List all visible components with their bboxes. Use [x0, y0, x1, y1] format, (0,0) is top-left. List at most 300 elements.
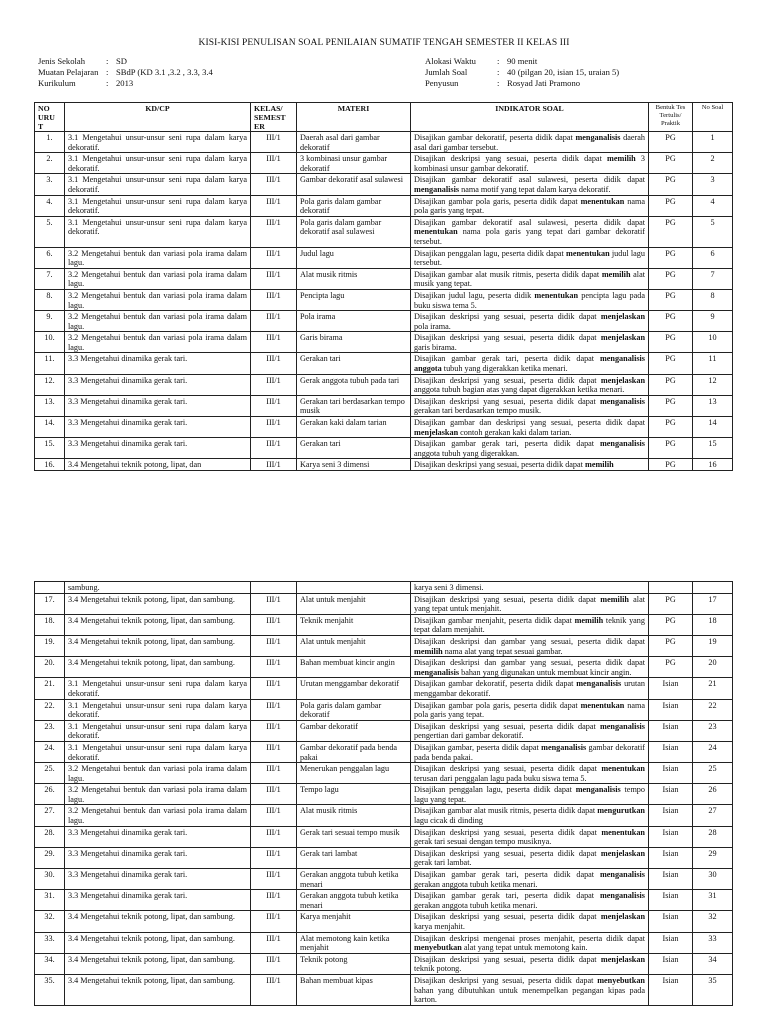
row-kd: 3.2 Mengetahui bentuk dan variasi pola irama dalam lagu. [65, 289, 251, 310]
row-question-number: 18 [693, 614, 733, 635]
row-test-type: PG [649, 657, 693, 678]
indicator-keyword: menganalisis [599, 721, 645, 731]
row-number: 32. [35, 911, 65, 932]
indicator-text: Disajikan penggalan lagu, peserta didik dapat [414, 248, 567, 258]
indicator-keyword: menentukan [580, 700, 625, 710]
row-question-number: 26 [693, 784, 733, 805]
row-class: III/1 [251, 911, 297, 932]
row-kd: 3.4 Mengetahui teknik potong, lipat, dan sambung. [65, 974, 251, 1005]
row-indicator [411, 720, 649, 741]
row-test-type: PG [649, 332, 693, 353]
indicator-text-end: nama pola garis yang tepat. [414, 196, 646, 216]
row-number: 4. [35, 195, 65, 216]
table-row [35, 311, 733, 332]
row-question-number: 20 [693, 657, 733, 678]
row-question-number: 6 [693, 247, 733, 268]
table-row [35, 216, 733, 247]
row-test-type: Isian [649, 763, 693, 784]
info-author: Penyusun : Rosyad Jati Pramono [425, 78, 581, 88]
row-class: III/1 [251, 741, 297, 762]
row-kd: 3.4 Mengetahui teknik potong, lipat, dan sambung. [65, 911, 251, 932]
row-kd: 3.4 Mengetahui teknik potong, lipat, dan sambung. [65, 657, 251, 678]
indicator-text-end: alat yang tepat untuk menjahit. [414, 594, 645, 614]
indicator-text: Disajikan deskripsi yang sesuai, peserta didik dapat [414, 975, 598, 985]
indicator-text-end: nama pola garis yang tepat. [414, 700, 646, 720]
indicator-keyword: menganalisis [599, 396, 645, 406]
row-test-type: Isian [649, 805, 693, 826]
indicator-keyword: menentukan [566, 248, 610, 258]
row-question-number: 16 [693, 459, 733, 471]
indicator-text-end: pengertian dari gambar dekoratif. [414, 731, 524, 741]
indicator-text: Disajikan gambar gerak tari, peserta didik dapat [414, 891, 600, 901]
indicator-text-end: karya menjahit. [414, 922, 465, 931]
row-number: 11. [35, 353, 65, 374]
row-number: 19. [35, 635, 65, 656]
indicator-keyword: menganalisis [599, 439, 645, 449]
info-time: Alokasi Waktu : 90 menit [425, 56, 538, 66]
row-class: III/1 [251, 216, 297, 247]
table-row [35, 332, 733, 353]
row-class: III/1 [251, 805, 297, 826]
row-class: III/1 [251, 678, 297, 699]
table-row [35, 247, 733, 268]
indicator-text-end: lagu cicak di dinding [414, 816, 483, 826]
row-number: 13. [35, 395, 65, 416]
row-kd: 3.4 Mengetahui teknik potong, lipat, dan sambung. [65, 614, 251, 635]
row-indicator [411, 763, 649, 784]
row-question-number: 32 [693, 911, 733, 932]
row-material: Pola irama [297, 311, 411, 332]
row-indicator [411, 974, 649, 1005]
row-kd: 3.1 Mengetahui unsur-unsur seni rupa dalam karya dekoratif. [65, 153, 251, 174]
indicator-text: Disajikan deskripsi yang sesuai, peserta didik dapat [414, 396, 600, 406]
table-row [35, 911, 733, 932]
row-indicator [411, 678, 649, 699]
row-question-number: 27 [693, 805, 733, 826]
table-row [35, 678, 733, 699]
row-test-type: PG [649, 216, 693, 247]
row-number: 1. [35, 132, 65, 153]
indicator-text-end: nama motif yang tepat dalam karya dekoratif. [459, 184, 611, 194]
row-class: III/1 [251, 699, 297, 720]
row-indicator [411, 657, 649, 678]
row-kd: 3.1 Mengetahui unsur-unsur seni rupa dalam karya dekoratif. [65, 678, 251, 699]
row-question-number: 4 [693, 195, 733, 216]
row-indicator [411, 741, 649, 762]
indicator-text: Disajikan deskripsi yang sesuai, peserta didik dapat [414, 764, 602, 774]
row-question-number: 9 [693, 311, 733, 332]
indicator-keyword: memilih [607, 154, 636, 164]
row-number: 34. [35, 953, 65, 974]
indicator-text: Disajikan deskripsi dan gambar yang sesuai, peserta didik dapat [414, 636, 645, 646]
table-row [35, 153, 733, 174]
indicator-text-end: alat yang tepat untuk memotong kain. [461, 943, 588, 953]
row-test-type: Isian [649, 932, 693, 953]
continuation-row [35, 582, 733, 594]
indicator-keyword: menjelaskan [600, 912, 645, 922]
row-question-number: 15 [693, 438, 733, 459]
indicator-keyword: menentukan [580, 196, 625, 206]
indicator-keyword: menganalisis anggota [414, 354, 645, 374]
row-question-number: 24 [693, 741, 733, 762]
table-row [35, 869, 733, 890]
indicator-text: Disajikan deskripsi yang sesuai, peserta didik dapat [414, 312, 601, 322]
row-class: III/1 [251, 417, 297, 438]
row-test-type: Isian [649, 869, 693, 890]
indicator-text: Disajikan deskripsi yang sesuai, peserta didik dapat [414, 721, 600, 731]
row-number: 35. [35, 974, 65, 1005]
indicator-text-end: pencipta lagu pada buku siswa tema 5. [414, 290, 645, 310]
row-material: Gerakan tari berdasarkan tempo musik [297, 395, 411, 416]
indicator-keyword: menganalisis [599, 870, 645, 880]
indicator-text: Disajikan deskripsi yang sesuai, peserta didik dapat [414, 333, 601, 343]
row-class: III/1 [251, 153, 297, 174]
row-number: 28. [35, 826, 65, 847]
indicator-keyword: menjelaskan [600, 312, 645, 322]
table-row [35, 593, 733, 614]
row-material: Pencipta lagu [297, 289, 411, 310]
row-kd: 3.3 Mengetahui dinamika gerak tari. [65, 353, 251, 374]
row-material: Gerakan kaki dalam tarian [297, 417, 411, 438]
info-question-count: Jumlah Soal : 40 (pilgan 20, isian 15, uraian 5) [425, 67, 620, 77]
row-class: III/1 [251, 395, 297, 416]
row-kd: 3.1 Mengetahui unsur-unsur seni rupa dalam karya dekoratif. [65, 741, 251, 762]
row-test-type: PG [649, 353, 693, 374]
row-test-type: PG [649, 459, 693, 471]
row-material: Gambar dekoratif asal sulawesi [297, 174, 411, 195]
table-row [35, 657, 733, 678]
header-no-urut: NO URU T [35, 103, 65, 132]
indicator-text: Disajikan gambar alat musik ritmis, peserta didik dapat [414, 269, 602, 279]
info-subject: Muatan Pelajaran : SBdP (KD 3.1 ,3.2 , 3.3, 3.4 [38, 67, 213, 77]
row-class: III/1 [251, 953, 297, 974]
row-test-type: Isian [649, 847, 693, 868]
row-test-type: Isian [649, 911, 693, 932]
continuation-indicator: karya seni 3 dimensi. [411, 582, 649, 594]
row-kd: 3.4 Mengetahui teknik potong, lipat, dan sambung. [65, 932, 251, 953]
row-indicator [411, 459, 649, 471]
indicator-text-end: teknik yang tepat dalam menjahit. [414, 615, 645, 635]
indicator-text-end: gerak tari lambat. [414, 858, 472, 868]
row-material: Teknik menjahit [297, 614, 411, 635]
table-row [35, 741, 733, 762]
row-number: 2. [35, 153, 65, 174]
indicator-text-end: bahan yang digunakan untuk membuat kincir angin. [459, 667, 632, 677]
row-class: III/1 [251, 932, 297, 953]
row-number: 29. [35, 847, 65, 868]
row-question-number: 8 [693, 289, 733, 310]
row-indicator [411, 593, 649, 614]
row-test-type: PG [649, 268, 693, 289]
school-info [38, 56, 213, 89]
row-test-type: Isian [649, 784, 693, 805]
row-number: 5. [35, 216, 65, 247]
row-test-type: Isian [649, 974, 693, 1005]
indicator-text: Disajikan gambar dekoratif asal sulawesi, peserta didik dapat [414, 175, 645, 185]
table-row [35, 459, 733, 471]
row-indicator [411, 132, 649, 153]
row-number: 9. [35, 311, 65, 332]
table-header-row [35, 103, 733, 132]
table-row [35, 289, 733, 310]
row-indicator [411, 174, 649, 195]
table-row [35, 395, 733, 416]
row-class: III/1 [251, 847, 297, 868]
indicator-text: Disajikan deskripsi yang sesuai, peserta didik dapat [414, 375, 601, 385]
indicator-text: Disajikan gambar dekoratif asal sulawesi, peserta didik dapat [414, 217, 645, 227]
row-indicator [411, 289, 649, 310]
row-number: 25. [35, 763, 65, 784]
row-question-number: 14 [693, 417, 733, 438]
indicator-text: Disajikan deskripsi yang sesuai, peserta didik dapat [414, 954, 601, 964]
indicator-text-end: gerakan anggota tubuh ketika menari. [414, 900, 538, 910]
table-row [35, 805, 733, 826]
row-question-number: 21 [693, 678, 733, 699]
indicator-text-end: pola irama. [414, 321, 451, 331]
table-row [35, 953, 733, 974]
indicator-keyword: memilih [601, 269, 631, 279]
row-class: III/1 [251, 763, 297, 784]
document-title: KISI-KISI PENULISAN SOAL PENILAIAN SUMATIF TENGAH SEMESTER II KELAS III [198, 38, 570, 48]
indicator-text-end: gerakan anggota tubuh ketika menari. [414, 879, 538, 889]
row-material: Alat musik ritmis [297, 805, 411, 826]
row-question-number: 34 [693, 953, 733, 974]
row-question-number: 25 [693, 763, 733, 784]
info-school-type: Jenis Sekolah : SD [38, 56, 127, 66]
row-material: Teknik potong [297, 953, 411, 974]
row-material: Tempo lagu [297, 784, 411, 805]
row-kd: 3.3 Mengetahui dinamika gerak tari. [65, 826, 251, 847]
header-materi: MATERI [297, 103, 411, 132]
indicator-text-end: daerah asal dari gambar tersebut. [414, 133, 645, 152]
indicator-text: Disajikan gambar pola garis, peserta didik dapat [414, 196, 581, 206]
indicator-text: Disajikan deskripsi yang sesuai, peserta didik dapat [414, 912, 601, 922]
row-material: Alat musik ritmis [297, 268, 411, 289]
row-indicator [411, 869, 649, 890]
row-kd: 3.2 Mengetahui bentuk dan variasi pola irama dalam lagu. [65, 247, 251, 268]
row-test-type: PG [649, 593, 693, 614]
row-kd: 3.4 Mengetahui teknik potong, lipat, dan [65, 459, 251, 471]
row-material: Pola garis dalam gambar dekoratif [297, 195, 411, 216]
row-indicator [411, 153, 649, 174]
row-kd: 3.3 Mengetahui dinamika gerak tari. [65, 395, 251, 416]
row-number: 20. [35, 657, 65, 678]
indicator-text: Disajikan gambar gerak tari, peserta didik dapat [414, 439, 600, 449]
row-class: III/1 [251, 869, 297, 890]
row-kd: 3.1 Mengetahui unsur-unsur seni rupa dalam karya dekoratif. [65, 699, 251, 720]
indicator-keyword: menganalisis [414, 667, 460, 677]
row-class: III/1 [251, 247, 297, 268]
header-kdcp: KD/CP [65, 103, 251, 132]
row-question-number: 31 [693, 890, 733, 911]
row-indicator [411, 247, 649, 268]
row-question-number: 28 [693, 826, 733, 847]
row-kd: 3.3 Mengetahui dinamika gerak tari. [65, 438, 251, 459]
row-kd: 3.2 Mengetahui bentuk dan variasi pola irama dalam lagu. [65, 268, 251, 289]
row-indicator [411, 932, 649, 953]
row-test-type: Isian [649, 890, 693, 911]
row-material: Gerak anggota tubuh pada tari [297, 374, 411, 395]
indicator-text: Disajikan deskripsi yang sesuai, peserta didik dapat [414, 460, 585, 470]
row-indicator [411, 438, 649, 459]
indicator-text-end: 3 kombinasi unsur gambar dekoratif. [414, 154, 645, 173]
row-class: III/1 [251, 438, 297, 459]
indicator-text-end: urutan menggambar dekoratif. [414, 679, 645, 698]
indicator-keyword: menganalisis [541, 742, 587, 752]
row-question-number: 22 [693, 699, 733, 720]
grid-table-page-1 [34, 102, 733, 471]
row-number: 31. [35, 890, 65, 911]
row-question-number: 35 [693, 974, 733, 1005]
row-material: Gerakan anggota tubuh ketika menari [297, 890, 411, 911]
row-indicator [411, 195, 649, 216]
row-question-number: 19 [693, 635, 733, 656]
row-class: III/1 [251, 635, 297, 656]
row-test-type: PG [649, 374, 693, 395]
row-kd: 3.2 Mengetahui bentuk dan variasi pola irama dalam lagu. [65, 311, 251, 332]
indicator-text-end: gerak tari sesuai dengan tempo musiknya. [414, 837, 552, 847]
row-question-number: 2 [693, 153, 733, 174]
row-question-number: 10 [693, 332, 733, 353]
indicator-keyword: menganalisis [575, 133, 621, 142]
table-row [35, 932, 733, 953]
row-indicator [411, 953, 649, 974]
row-material: Alat untuk menjahit [297, 635, 411, 656]
row-class: III/1 [251, 311, 297, 332]
row-question-number: 33 [693, 932, 733, 953]
indicator-text-end: alat musik yang tepat. [414, 269, 645, 289]
row-class: III/1 [251, 614, 297, 635]
row-indicator [411, 353, 649, 374]
indicator-text: Disajikan gambar menjahit, peserta didik dapat [414, 615, 575, 625]
indicator-text-end: teknik potong. [414, 964, 462, 974]
indicator-text: Disajikan gambar gerak tari, peserta didik dapat [414, 354, 600, 364]
table-row [35, 614, 733, 635]
row-class: III/1 [251, 289, 297, 310]
row-class: III/1 [251, 657, 297, 678]
table-row [35, 438, 733, 459]
indicator-keyword: memilih [585, 460, 614, 470]
row-class: III/1 [251, 784, 297, 805]
row-indicator [411, 268, 649, 289]
row-question-number: 12 [693, 374, 733, 395]
row-material: Garis birama [297, 332, 411, 353]
indicator-text-end: judul lagu tersebut. [414, 248, 645, 268]
row-indicator [411, 784, 649, 805]
indicator-keyword: menjelaskan [600, 848, 645, 858]
row-indicator [411, 311, 649, 332]
indicator-text: Disajikan deskripsi yang sesuai, peserta didik dapat [414, 594, 601, 604]
row-test-type: Isian [649, 699, 693, 720]
row-class: III/1 [251, 353, 297, 374]
info-curriculum: Kurikulum : 2013 [38, 78, 134, 88]
indicator-text: Disajikan gambar dan deskripsi yang sesuai, peserta didik dapat [414, 418, 645, 428]
row-test-type: PG [649, 311, 693, 332]
row-material: Alat untuk menjahit [297, 593, 411, 614]
indicator-keyword: menganalisis [575, 785, 621, 795]
row-kd: 3.3 Mengetahui dinamika gerak tari. [65, 890, 251, 911]
row-material: Menerukan penggalan lagu [297, 763, 411, 784]
row-question-number: 29 [693, 847, 733, 868]
row-number: 22. [35, 699, 65, 720]
row-kd: 3.2 Mengetahui bentuk dan variasi pola irama dalam lagu. [65, 805, 251, 826]
indicator-keyword: menentukan [414, 227, 458, 237]
row-question-number: 7 [693, 268, 733, 289]
indicator-text-end: garis birama. [414, 342, 457, 352]
row-number: 30. [35, 869, 65, 890]
indicator-keyword: menyebutkan [414, 943, 462, 953]
row-kd: 3.3 Mengetahui dinamika gerak tari. [65, 847, 251, 868]
table-row [35, 374, 733, 395]
row-indicator [411, 332, 649, 353]
row-class: III/1 [251, 174, 297, 195]
row-number: 26. [35, 784, 65, 805]
row-number: 14. [35, 417, 65, 438]
table-row [35, 635, 733, 656]
row-test-type: Isian [649, 826, 693, 847]
row-question-number: 1 [693, 132, 733, 153]
indicator-text: Disajikan deskripsi yang sesuai, peserta didik dapat [414, 827, 602, 837]
row-kd: 3.1 Mengetahui unsur-unsur seni rupa dalam karya dekoratif. [65, 720, 251, 741]
row-indicator [411, 847, 649, 868]
row-number: 23. [35, 720, 65, 741]
row-indicator [411, 826, 649, 847]
indicator-keyword: memilih [574, 615, 604, 625]
row-kd: 3.2 Mengetahui bentuk dan variasi pola irama dalam lagu. [65, 332, 251, 353]
table-row [35, 699, 733, 720]
table-row [35, 826, 733, 847]
row-number: 16. [35, 459, 65, 471]
indicator-text: Disajikan gambar dekoratif, peserta didik dapat [414, 133, 576, 142]
row-test-type: Isian [649, 741, 693, 762]
row-indicator [411, 395, 649, 416]
row-material: Karya seni 3 dimensi [297, 459, 411, 471]
indicator-text-end: nama pola garis yang tepat dari gambar dekoratif tersebut. [414, 227, 645, 246]
row-indicator [411, 635, 649, 656]
row-material: Pola garis dalam gambar dekoratif asal sulawesi [297, 216, 411, 247]
row-number: 27. [35, 805, 65, 826]
row-class: III/1 [251, 720, 297, 741]
header-bentuk: Bentuk Tes Tertulis/ Praktik [649, 103, 693, 132]
table-row [35, 195, 733, 216]
indicator-text: Disajikan gambar gerak tari, peserta didik dapat [414, 870, 600, 880]
row-kd: 3.2 Mengetahui bentuk dan variasi pola irama dalam lagu. [65, 763, 251, 784]
row-test-type: Isian [649, 678, 693, 699]
indicator-keyword: menentukan [601, 764, 645, 774]
row-number: 6. [35, 247, 65, 268]
row-material: 3 kombinasi unsur gambar dekoratif [297, 153, 411, 174]
row-material: Bahan membuat kipas [297, 974, 411, 1005]
indicator-text: Disajikan gambar alat musik ritmis, peserta didik dapat [414, 806, 598, 816]
indicator-text-end: terusan dari penggalan lagu pada buku siswa tema 5. [414, 773, 587, 783]
row-test-type: Isian [649, 720, 693, 741]
indicator-text-end: nama alat yang tepat sesuai gambar. [442, 646, 563, 656]
indicator-keyword: menganalisis [576, 679, 622, 689]
indicator-text-end: gambar dekoratif pada benda pakai. [414, 742, 645, 762]
row-class: III/1 [251, 593, 297, 614]
row-material: Judul lagu [297, 247, 411, 268]
table-row [35, 353, 733, 374]
indicator-keyword: memilih [600, 594, 629, 604]
row-test-type: PG [649, 153, 693, 174]
continuation-kd: sambung. [65, 582, 251, 594]
row-number: 3. [35, 174, 65, 195]
row-class: III/1 [251, 195, 297, 216]
indicator-keyword: menjelaskan [600, 375, 645, 385]
indicator-keyword: menjelaskan [414, 427, 459, 437]
indicator-keyword: menganalisis [414, 184, 460, 194]
row-question-number: 13 [693, 395, 733, 416]
